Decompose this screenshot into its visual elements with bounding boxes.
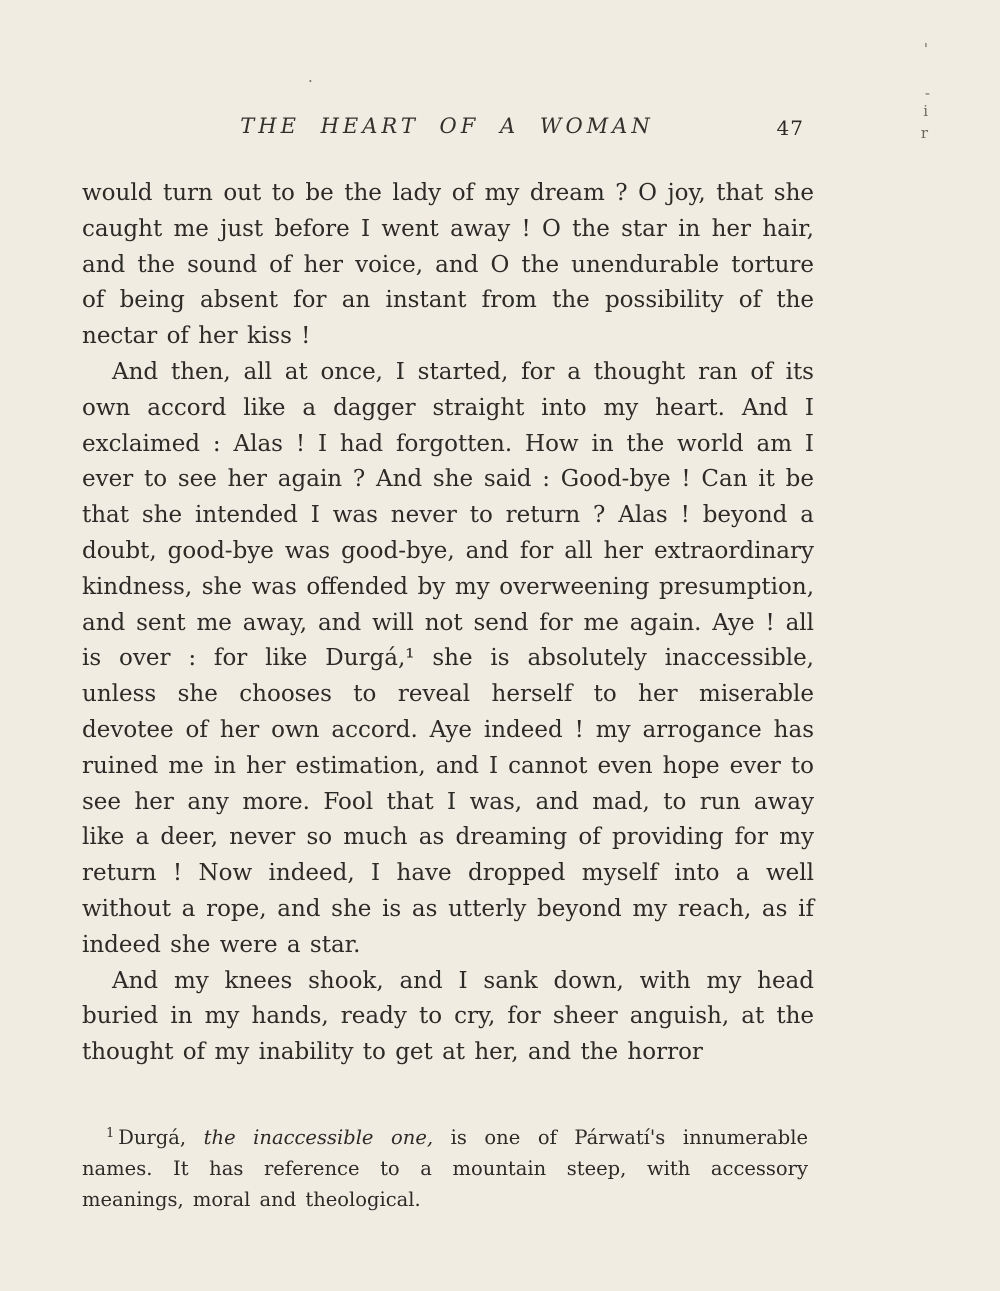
footnote-italic-phrase: the inaccessible one, xyxy=(203,1126,434,1149)
scan-artifact: i xyxy=(923,102,928,120)
body-text xyxy=(82,176,814,1071)
page-number: 47 xyxy=(776,116,804,140)
scan-artifact: - xyxy=(924,84,930,102)
paragraph: And my knees shook, and I sank down, with my head buried in my hands, ready to cry, for sheer anguish, at the thought of my inability to get at her, and the horror xyxy=(82,967,814,1066)
footnote-marker: 1 xyxy=(106,1125,115,1141)
paragraph: And then, all at once, I started, for a thought ran of its own accord like a dagger straight into my heart. And I exclaimed : Alas ! I had forgotten. How in the world am I ever to see her again ? And she said : Good-bye ! Can it be that she intended I was never to return ? Alas ! beyond a doubt, good-bye was good-bye, and for all her extraordinary kindness, she was offended by my overweening presumption, and sent me away, and will not send for me again. Aye ! all is over : for like Durgá,¹ she is absolutely inaccessible, unless she chooses to reveal herself to her miserable devotee of her own accord. Aye indeed ! my arrogance has ruined me in her estimation, and I cannot even hope ever to see her any more. Fool that I was, and mad, to run away like a deer, never so much as dreaming of providing for my return ! Now indeed, I have dropped myself into a well without a rope, and she is as utterly beyond my reach, as if indeed she were a star. xyxy=(82,358,814,958)
running-title: THE HEART OF A WOMAN xyxy=(240,114,654,138)
paragraph: would turn out to be the lady of my dream ? O joy, that she caught me just before I went away ! O the star in her hair, and the sound of her voice, and O the unendurable torture of being absent for an instant from the possibility of the nectar of her kiss ! xyxy=(82,180,814,350)
scan-artifact: r xyxy=(920,124,928,142)
scan-artifact: . xyxy=(308,68,313,86)
page-header xyxy=(82,114,812,148)
footnote-text-rest: is one of Párwatí's innumerable names. It has reference to a mountain steep, with accessory meanings, moral and theological. xyxy=(82,1126,808,1211)
scan-artifact: ' xyxy=(923,40,928,58)
footnote-text-lead: Durgá, xyxy=(118,1126,204,1149)
footnote xyxy=(82,1122,808,1215)
